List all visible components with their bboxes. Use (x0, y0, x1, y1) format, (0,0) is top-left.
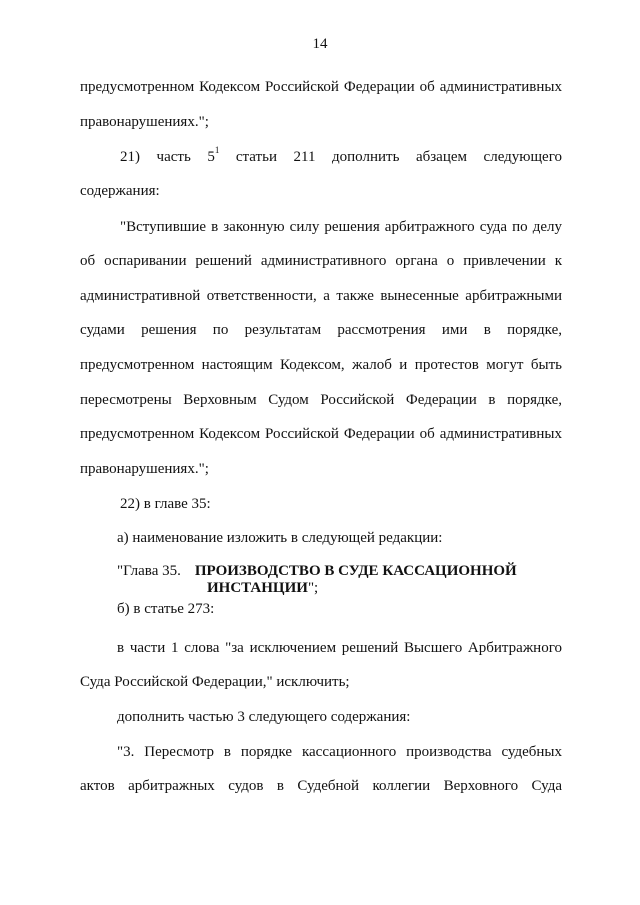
text-line: "Вступившие в законную силу решения арбитражного суда по делу (120, 219, 562, 235)
item-21-end: статьи 211 дополнить абзацем следующего (235, 149, 562, 165)
item-21-start: 21) часть 5 (120, 149, 215, 165)
chapter-heading-line-1 (117, 563, 562, 580)
text-line-item-21 (120, 145, 562, 166)
text-line: административной ответственности, а также вынесенные арбитражными (80, 288, 562, 304)
text-line: судами решения по результатам рассмотрения ими в порядке, (80, 322, 562, 338)
text-line: б) в статье 273: (117, 601, 215, 617)
text-line: предусмотренном настоящим Кодексом, жалоб и протестов могут быть (80, 357, 562, 373)
text-line: "3. Пересмотр в порядке кассационного производства судебных (117, 744, 562, 760)
chapter-heading (117, 563, 562, 597)
page-number: 14 (312, 36, 328, 52)
text-line: об оспаривании решений административного органа о привлечении к (80, 253, 562, 269)
text-line: в части 1 слова "за исключением решений Высшего Арбитражного (117, 640, 562, 656)
text-line: Суда Российской Федерации," исключить; (80, 674, 350, 690)
text-line: правонарушениях."; (80, 114, 209, 130)
superscript: 1 (214, 145, 220, 155)
chapter-title-part-2: ИНСТАНЦИИ (207, 580, 308, 596)
text-line: 22) в главе 35: (120, 496, 211, 512)
chapter-heading-line-2 (117, 580, 562, 597)
chapter-title-part-1: ПРОИЗВОДСТВО В СУДЕ КАССАЦИОННОЙ (194, 563, 517, 579)
text-line: правонарушениях."; (80, 461, 209, 477)
text-line: пересмотрены Верховным Судом Российской Федерации в порядке, (80, 392, 562, 408)
text-line: актов арбитражных судов в Судебной коллегии Верховного Суда (80, 778, 562, 794)
chapter-title-end: "; (307, 580, 319, 596)
text-line: а) наименование изложить в следующей редакции: (117, 530, 443, 546)
chapter-prefix: "Глава 35. (117, 563, 181, 579)
text-line: предусмотренном Кодексом Российской Федерации об административных (80, 426, 562, 442)
text-line: содержания: (80, 183, 160, 199)
text-line: дополнить частью 3 следующего содержания: (117, 709, 411, 725)
text-line: предусмотренном Кодексом Российской Федерации об административных (80, 79, 562, 95)
